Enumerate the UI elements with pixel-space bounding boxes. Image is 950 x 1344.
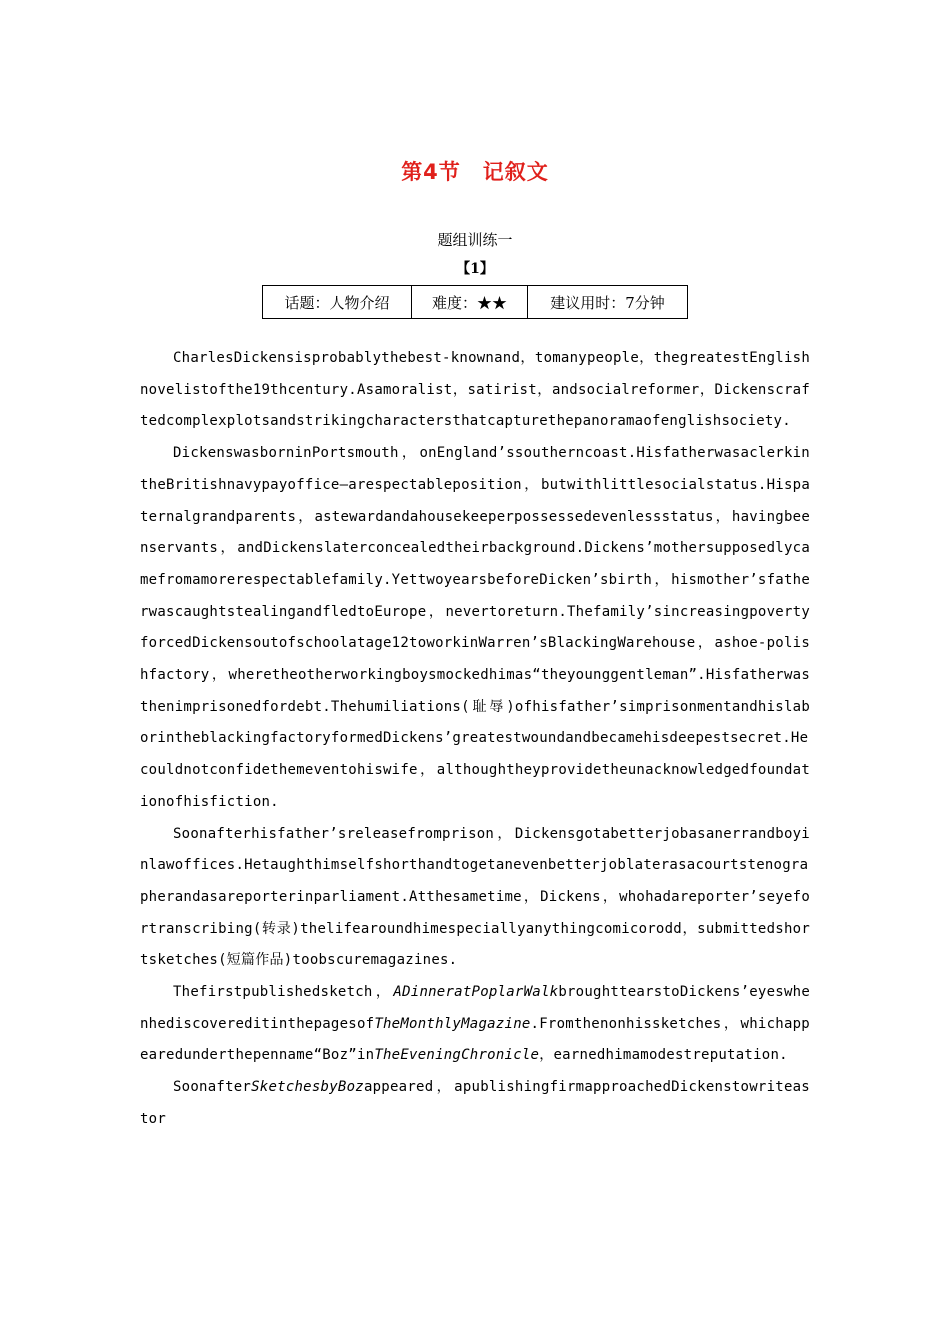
- text-run: .Fromthenonhissketches，whichappearedunderthepenname“Boz”in: [140, 1015, 810, 1064]
- text-run: ，earnedhimamodestreputation.: [539, 1047, 788, 1064]
- difficulty-cell: 难度：★★: [412, 286, 528, 319]
- paragraph-1: [140, 343, 810, 438]
- info-table: [262, 285, 688, 319]
- paragraph-3: [140, 819, 810, 978]
- text-run: DickenswasborninPortsmouth，onEngland’ssoutherncoast.HisfatherwasaclerkintheBritishnavypayoffice—arespectableposition，butwithlittlesocialstatus.Hispaternalgrandparents，astewardandahousekeeperpossessedevenlessstatus，havingbeenservants，andDickenslaterconcealedtheirbackground.Dickens’mothersupposedlycamefromamorerespectablefamily.YettwoyearsbeforeDicken’sbirth，hismother’sfatherwascaughtstealingandfledtoEurope，nevertoreturn.Thefamily’sincreasingpovertyforcedDickensoutofschoolatage12toworkinWarren’sBlackingWarehouse，ashoe-polishfactory，wheretheotherworkingboysmockedhimas“theyounggentleman”.Hisfatherwasthenimprisonedfordebt.Thehumiliations(耻辱)ofhisfather’simprisonmentandhislaborintheblackingfactoryformedDickens’greatestwoundandbecamehisdeepestsecret.Hecouldnotconfidethemeventohiswife，althoughtheyprovidetheunacknowledgedfoundationofhisfiction.: [140, 445, 810, 810]
- text-run: Soonafter: [173, 1079, 252, 1096]
- italic-title-text: TheEveningChronicle: [374, 1047, 540, 1064]
- paragraph-2: [140, 438, 810, 818]
- text-run: CharlesDickensisprobablythebest-knownand，tomanypeople，thegreatestEnglishnovelistofthe19thcentury.Asamoralist，satirist，andsocialreformer，Dickenscraftedcomplexplotsandstrikingcharactersthatcapturethepanoramaofenglishsociety.: [140, 350, 810, 430]
- italic-title-text: ADinneratPoplarWalk: [393, 984, 559, 1001]
- italic-title-text: SketchesbyBoz: [251, 1079, 364, 1096]
- text-run: appeared，apublishingfirmapproachedDickenstowriteastor: [140, 1079, 810, 1127]
- section-title: 第4节 记叙文: [401, 160, 549, 184]
- paragraph-5: [140, 1072, 810, 1135]
- exercise-group-title: 题组训练一: [437, 231, 513, 249]
- exercise-number: 【1】: [456, 261, 494, 277]
- italic-title-text: TheMonthlyMagazine: [374, 1015, 531, 1032]
- passage-body: [140, 343, 810, 1136]
- paragraph-4: [140, 977, 810, 1072]
- text-run: broughttearstoDickens’eyeswhenhediscovereditinthepagesof: [140, 984, 810, 1032]
- text-run: Soonafterhisfather’sreleasefromprison，Dickensgotabetterjobasanerrandboyinlawoffices.Hetaughthimselfshorthandtogetanevenbetterjoblaterasacourtstenographerandasareporterinparliament.Atthesametime，Dickens，whohadareporter’seyefortranscribing(转录)thelifearoundhimespeciallyanythingcomicorodd，submittedshortsketches(短篇作品)toobscuremagazines.: [140, 825, 810, 969]
- text-run: Thefirstpublishedsketch，: [173, 984, 394, 1001]
- time-cell: 建议用时：7分钟: [528, 286, 688, 319]
- topic-cell: 话题：人物介绍: [263, 286, 412, 319]
